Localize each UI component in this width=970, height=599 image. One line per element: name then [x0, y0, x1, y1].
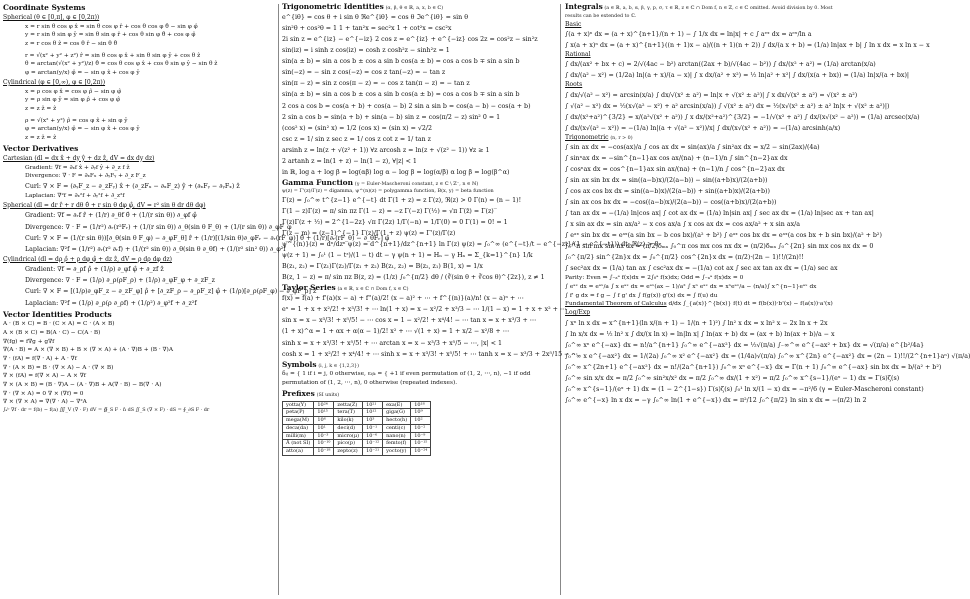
formula-line: ∫₀^∞ e^{−x} ln x dx = −γ ∫₀^∞ ln(1 + e^{−x}) dx = π²/12 ∫₀^{π/2} ln sin x dx = −(π/2) ln 2: [565, 396, 867, 404]
prefix-cell: 10²: [411, 417, 431, 425]
formula-line: ∫ xⁿ ln x dx = x^{n+1}(ln x/(n + 1) − 1/(n + 1)²) ∫ ln² x dx = x ln² x − 2x ln x + 2x: [565, 319, 828, 327]
prefix-row: [283, 440, 431, 448]
rational-heading: Rational: [565, 51, 591, 58]
prefix-cell: 10⁻³: [314, 432, 334, 440]
prefix-cell: 10¹⁸: [411, 401, 431, 409]
prefix-cell: 10⁻⁹: [411, 432, 431, 440]
formula-line: ∇(fg) = f∇g + g∇f: [3, 338, 55, 345]
formula-line: φ = arctan(y/x) φ̂ = − sin φ x̂ + cos φ ŷ: [25, 126, 140, 133]
trig-identities-note: (α, β, θ ∈ ℝ, a, x, b ∈ ℂ): [385, 6, 444, 11]
symbols-note: (i, j, k ∈ {1,2,3}): [318, 363, 359, 369]
prefix-cell: exa(E): [383, 401, 411, 409]
formula-line: csc z = 1/ sin z sec z = 1/ cos z cot z = 1/ tan z: [282, 135, 431, 143]
formula-line: sin(π − z) = sin z cos(π − z) = − cos z tan(π − z) = − tan z: [282, 80, 470, 88]
formula-line: Γ(z) = ∫₀^∞ t^{z−1} e^{−t} dt Γ(1 + z) = z Γ(z), ℜ(z) > 0 Γ(n) = (n − 1)!: [282, 196, 522, 204]
prefix-cell: 10⁻²¹: [363, 448, 383, 456]
spherical-coords-heading: Spherical (θ ∈ [0,π], φ ∈ [0,2π)): [3, 13, 100, 21]
formula-line: sin(−z) = − sin z cos(−z) = cos z tan(−z) = − tan z: [282, 69, 446, 77]
trig-integrals-heading: Trigonometric: [565, 133, 609, 141]
formula-line: sin(a ± b) = sin a cos b ± cos a sin b cos(a ± b) = cos a cos b ∓ sin a sin b: [282, 58, 520, 66]
formula-line: 2 sin a cos b = sin(a + b) + sin(a − b) sin z = cos(π/2 − z) sin² 0 = 1: [282, 113, 501, 121]
formula-line: ∫ sin ax sin bx dx = sin((a−b)x)/(2(a−b)) − sin((a+b)x)/(2(a+b)): [565, 177, 768, 185]
formula-line: y = ρ sin φ ŷ = sin φ ρ̂ + cos φ φ̂: [25, 97, 120, 104]
prefix-cell: nano(n): [383, 432, 411, 440]
prefixes-note: (SI units): [316, 393, 340, 399]
formula-line: sin x = x − x³/3! + x⁵/5! − ⋯ cos x = 1 − x²/2! + x⁴/4! − ⋯ tan x = x + x³/3 + ⋯: [282, 317, 537, 325]
formula-line: 2 artanh z = ln(1 + z) − ln(1 − z), ∀|z| < 1: [282, 157, 417, 165]
gamma-function-note: (γ = Euler-Mascheroni constant, z ∈ ℂ \ ℤ⁻, n ∈ ℕ): [354, 181, 479, 187]
formula-line: B(z, 1 − z) = π/ sin πz B(z, z) = (1/z) ∫₀^{π/2} dθ / (∛(sin θ + ∛cos θ)^{2z}), z ≠ 1: [282, 274, 545, 282]
formula-line: Divergence: ∇ · F = ∂ₓFₓ + ∂ᵧFᵧ + ∂_z F_z: [25, 173, 146, 180]
formula-line: ∫ sinⁿax dx = −sin^{n−1}ax cos ax/(na) + (n−1)/n ∫ sin^{n−2}ax dx: [565, 155, 788, 163]
formula-line: ∫ x(a + x)ⁿ dx = (a + x)^{n+1}((n + 1)x − a)/((n + 1)(n + 2)) ∫ dx/(a x + b) = (1/a) ln|ax + b| ∫ ln x dx = x ln x − x: [565, 41, 930, 49]
prefix-cell: 10⁻²⁴: [411, 448, 431, 456]
prefix-cell: tera(T): [334, 409, 363, 417]
formula-line: sin(a ± b) = sin a cos b ± cos a sin b cos(a ± b) = cos a cos b ∓ sin a sin b: [282, 91, 520, 99]
formula-line: Gradient: ∇f = ∂ᵣf r̂ + (1/r) ∂_θf θ̂ + (1/(r sin θ)) ∂_φf φ̂: [25, 212, 197, 220]
formula-line: eˣ = 1 + x + x²/2! + x³/3! + ⋯ ln(1 + x) = x − x²/2 + x³/3 − ⋯ 1/(1 − x) = 1 + x + x² + ⋯: [282, 306, 567, 314]
formula-line: 2i sin z = e^{iz} − e^{−iz} 2 cos z = e^{iz} + e^{−iz} cos 2z = cos²z − sin²z: [282, 36, 538, 44]
ftc-heading: Fundamental Theorem of Calculus: [565, 301, 667, 308]
prefix-cell: centi(c): [383, 424, 411, 432]
formula-line: θ = arctan(√(x² + y²)/z) θ̂ = cos θ cos φ x̂ + cos θ sin φ ŷ − sin θ ẑ: [25, 61, 218, 68]
prefix-cell: micro(μ): [334, 432, 363, 440]
prefix-cell: kilo(k): [334, 417, 363, 425]
formula-line: x = ρ cos φ x̂ = cos φ ρ̂ − sin φ φ̂: [25, 88, 122, 95]
prefix-row: [283, 424, 431, 432]
prefix-cell: 10⁶: [314, 417, 334, 425]
prefix-cell: 10⁻¹²: [363, 440, 383, 448]
formula-line: ∫ tan ax dx = −(1/a) ln|cos ax| ∫ cot ax dx = (1/a) ln|sin ax| ∫ sec ax dx = (1/a) ln|sec ax + tan ax|: [565, 210, 874, 218]
formula-line: ∫₀^{π/2} sin^{2n}x dx = ∫₀^{π/2} cos^{2n}x dx = (π/2)·(2n − 1)!!/(2n)!!: [565, 254, 804, 262]
prefix-cell: zepto(z): [334, 448, 363, 456]
formula-line: ∫ sin ax dx = −cos(ax)/a ∫ cos ax dx = sin(ax)/a ∫ sin²ax dx = x/2 − sin(2ax)/(4a): [565, 144, 820, 152]
formula-line: ∫ x sin ax dx = sin ax/a² − x cos ax/a ∫ x cos ax dx = cos ax/a² + x sin ax/a: [565, 221, 801, 229]
formula-line: ∫₀^∞ x^{s−1}/(eˣ + 1) dx = (1 − 2^{1−s}) Γ(s)ζ(s) ∫₀¹ ln x/(1 − x) dx = −π²/6 (γ = Euler-Mascheroni constant): [565, 385, 924, 393]
prefix-cell: 10²⁴: [314, 401, 334, 409]
prefix-row: [283, 448, 431, 456]
column-divider: [278, 4, 279, 595]
formula-line: ∫ dx/(x²+a²)^{3/2} = x/(a²√(x² + a²)) ∫ x dx/(x²+a²)^{3/2} = −1/√(x² + a²) ∫ dx/(x√(x² − a²)) = (1/a) arcsec(x/a): [565, 113, 920, 121]
coordinate-systems-title: Coordinate Systems: [3, 3, 86, 12]
prefix-cell: hecto(h): [383, 417, 411, 425]
prefix-cell: atto(a): [283, 448, 314, 456]
formula-line: sinh x = x + x³/3! + x⁵/5! + ⋯ arctan x = x − x³/3 + x⁵/5 − ⋯, |x| < 1: [282, 339, 502, 347]
formula-line: sin²θ + cos²θ = 1 1 + tan²x = sec²x 1 + cot²x = csc²x: [282, 25, 452, 33]
prefix-cell: 10⁻²: [411, 424, 431, 432]
formula-line: ∫ √(a² − x²) dx = ½(x√(a² − x²) + a² arcsin(x/a)) ∫ √(x² ± a²) dx = ½(x√(x² ± a²) ± a² ln|x + √(x² ± a²)|): [565, 102, 890, 110]
formula-line: ρ = √(x² + y²) ρ̂ = cos φ x̂ + sin φ ŷ: [25, 117, 128, 124]
cylindrical-coords-block: [3, 88, 275, 143]
prefix-cell: mega(M): [283, 417, 314, 425]
prefix-cell: 10⁻¹⁸: [314, 448, 334, 456]
symbols-title: Symbols: [282, 359, 317, 369]
roots-heading: Roots: [565, 81, 583, 89]
column-right: [565, 2, 970, 597]
basic-heading: Basic: [565, 20, 582, 28]
column-divider: [560, 4, 561, 595]
prefix-row: [283, 409, 431, 417]
formula-line: Parity: Even ⇒ ∫₋ₐᵃ f(x)dx = 2∫₀ᵃ f(x)dx; Odd ⇒ ∫₋ₐᵃ f(x)dx = 0: [565, 275, 744, 282]
prefix-cell: deci(d): [334, 424, 363, 432]
formula-line: ∇ · (A × B) = B · (∇ × A) − A · (∇ × B): [3, 364, 114, 371]
prefix-cell: 10³: [363, 417, 383, 425]
formula-line: ∫ dx/(ax² + bx + c) = 2/√(4ac − b²) arctan((2ax + b)/√(4ac − b²)) ∫ dx/(x² + a²) = (1/a) arctan(x/a): [565, 61, 876, 69]
formula-line: r = √(x² + y² + z²) r̂ = sin θ cos φ x̂ + sin θ sin φ ŷ + cos θ ẑ: [25, 52, 201, 59]
prefix-cell: peta(P): [283, 409, 314, 417]
cylindrical-coords-heading: Cylindrical (φ ∈ [0,∞), φ ∈ [0,2π)): [3, 78, 106, 86]
formula-line: ∫₀^∞ sin x/x dx = π/2 ∫₀^∞ sin²x/x² dx = π/2 ∫₀^∞ dx/(1 + x²) = π/2 ∫₀^∞ x^{s−1}/(eˣ − 1) dx = Γ(s)ζ(s): [565, 374, 900, 382]
vector-identities-title: Vector Identities Products: [3, 309, 112, 319]
formula-line: Curl: ∇ × F = [(1/ρ)∂_φF_z − ∂_zF_φ] ρ̂ + [∂_zF_ρ − ∂_ρF_z] φ̂ + (1/ρ)[∂_ρ(ρF_φ) − ∂_φF_ρ] ẑ: [25, 288, 317, 296]
formula-line: ∇ · (fA) = f(∇ · A) + A · ∇f: [3, 356, 77, 363]
formula-line: ∫ eᵃˣ sin bx dx = eᵃˣ(a sin bx − b cos bx)/(a² + b²) ∫ eᵃˣ cos bx dx = eᵃˣ(a cos bx + b sin bx)/(a² + b²): [565, 232, 882, 240]
formula-line: ∫ ln x/x dx = ½ ln² x ∫ dx/(x ln x) = ln|ln x| ∫ ln(ax + b) dx = (ax + b) ln(ax + b)/a − x: [565, 330, 835, 338]
prefix-cell: giga(G): [383, 409, 411, 417]
prefix-row: [283, 417, 431, 425]
formula-line: ∇ × (fA) = f(∇ × A) − A × ∇f: [3, 373, 86, 380]
formula-line: arsinh z = ln(z + √(z² + 1)) ∀z arcosh z = ln(z + √(z² − 1)) ∀z ≥ 1: [282, 146, 490, 154]
formula-line: ∫ f' g dx = f g − ∫ f g' dx ∫ f(g(x)) g'(x) dx = ∫ f(u) du: [565, 292, 718, 299]
formula-line: A · (B × C) = B · (C × A) = C · (A × B): [3, 321, 115, 328]
formula-line: (1 + x)^α = 1 + αx + α(α − 1)/2! x² + ⋯ √(1 + x) = 1 + x/2 − x²/8 + ⋯: [282, 328, 510, 336]
formula-line: Divergence: ∇ · F = (1/ρ) ∂_ρ(ρF_ρ) + (1/ρ) ∂_φF_φ + ∂_zF_z: [25, 277, 215, 285]
formula-line: Laplacian: ∇²f = (1/ρ) ∂_ρ(ρ ∂_ρf) + (1/ρ²) ∂_φ²f + ∂_z²f: [25, 299, 197, 307]
formula-line: z = z ẑ = ẑ: [25, 135, 57, 142]
formula-line: δᵢⱼ = { 1 if i = j, 0 otherwise, εᵢⱼₖ = { +1 if even permutation of (1, 2, ⋯, n), −1 if odd permutation of (1, 2, ⋯, n), 0 otherwise (repeated indexes).: [282, 370, 531, 386]
prefix-cell: 10⁻¹⁵: [411, 440, 431, 448]
formula-line: Γ(1 − z)Γ(z) = π/ sin πz Γ(1 − z) = −z Γ(−z) Γ(½) = √π Γ(z̄) = Γ(z)‾: [282, 207, 497, 215]
prefix-cell: 10⁻⁶: [363, 432, 383, 440]
formula-line: ∫ eᵃˣ dx = eᵃˣ/a ∫ x eᵃˣ dx = eᵃˣ(ax − 1)/a² ∫ xⁿ eᵃˣ dx = xⁿeᵃˣ/a − (n/a)∫ x^{n−1}eᵃˣ dx: [565, 284, 817, 291]
vector-derivatives-title: Vector Derivatives: [3, 143, 79, 153]
formula-line: ∇(A · B) = A × (∇ × B) + B × (∇ × A) + (A · ∇)B + (B · ∇)A: [3, 347, 174, 354]
formula-line: x = r sin θ cos φ x̂ = sin θ cos φ r̂ + cos θ cos φ θ̂ − sin φ φ̂: [25, 23, 198, 30]
formula-line: sin(iz) = i sinh z cos(iz) = cosh z cosh²z − sinh²z = 1: [282, 47, 450, 55]
ftc-formula: d/dx ∫_{a(x)}^{b(x)} f(t) dt = f(b(x))·b'(x) − f(a(x))·a'(x): [668, 301, 833, 308]
formula-line: ∫ dx/√(a² − x²) = arcsin(x/a) ∫ dx/√(x² ± a²) = ln|x + √(x² ± a²)| ∫ x dx/√(x² ± a²) = √(x² ± a²): [565, 91, 858, 99]
formula-line: ∫ sin ax cos bx dx = −cos((a−b)x)/(2(a−b)) − cos((a+b)x)/(2(a+b)): [565, 199, 777, 207]
prefix-row: [283, 401, 431, 409]
formula-line: y = r sin θ sin φ ŷ = sin θ sin φ r̂ + cos θ sin φ θ̂ + cos φ φ̂: [25, 32, 196, 39]
formula-line: ∇ × (A × B) = (B · ∇)A − (A · ∇)B + A(∇ · B) − B(∇ · A): [3, 382, 162, 389]
formula-line: Curl: ∇ × F = (1/(r sin θ))[∂_θ(sin θ F_φ) − ∂_φF_θ] r̂ + (1/r)[(1/sin θ)∂_φFᵣ − ∂ᵣ(rF_φ)] θ̂ + (1/r)[∂ᵣ(rF_θ) − ∂_θFᵣ] φ̂: [25, 234, 390, 242]
formula-line: ∫(a + x)ⁿ dx = (a + x)^{n+1}/(n + 1) − ∫ 1/x dx = ln|x| + c ∫ aᵉˣ dx = aᵉˣ/ln a: [565, 30, 812, 38]
formula-line: Curl: ∇ × F = (∂ᵧF_z − ∂_zFᵧ) x̂ + (∂_zFₓ − ∂ₓF_z) ŷ + (∂ₓFᵧ − ∂ᵧFₓ) ẑ: [25, 182, 240, 190]
prefix-cell: 10⁻¹: [363, 424, 383, 432]
prefix-cell: 10¹: [314, 424, 334, 432]
formula-line: e^{iθ} = cos θ + i sin θ ℜe^{iθ} = cos θ ℑe^{iθ} = sin θ: [282, 14, 468, 22]
formula-line: φ = arctan(y/x) φ̂ = − sin φ x̂ + cos φ ŷ: [25, 70, 140, 77]
formula-line: Laplacian: ∇²f = (1/r²) ∂ᵣ(r² ∂ᵣf) + (1/(r² sin θ)) ∂_θ(sin θ ∂_θf) + (1/(r² sin² θ)) ∂_φ²f: [25, 245, 286, 253]
formula-line: Divergence: ∇ · F = (1/r²) ∂ᵣ(r²Fᵣ) + (1/(r sin θ)) ∂_θ(sin θ F_θ) + (1/(r sin θ)) ∂_φF_φ: [25, 223, 292, 231]
formula-line: in ℝ, log a + log β = log(αβ) log α − log β = log(α/β) α log β = log(β^α): [282, 168, 510, 176]
gamma-function-title: Gamma Function: [282, 177, 353, 187]
cylindrical-derivatives-heading: Cylindrical (dl = dρ ρ̂ + ρ dφ φ̂ + dz ẑ, dV = ρ dρ dφ dz): [3, 255, 172, 263]
formula-line: Γ(z)Γ(z + ½) = 2^{1−2z} √π Γ(2z) 1/Γ(−n) = 1/Γ(0) = 0 Γ(1) = 0! = 1: [282, 218, 508, 226]
prefix-cell: zetta(Z): [334, 401, 363, 409]
formula-line: ∫₀^∞ x e^{−ax²} dx = 1/(2a) ∫₀^∞ x² e^{−ax²} dx = (1/4a)√(π/a) ∫₀^∞ x^{2n} e^{−ax²} dx = (2n − 1)!!/(2^{n+1}aⁿ) √(π/a): [565, 352, 970, 360]
formula-line: Laplacian: ∇²f = ∂ₓ²f + ∂ᵧ²f + ∂_z²f: [25, 192, 125, 199]
formula-line: Γ(z − m) = (z−1)^{−1} Γ(z)/Γ(1 + z) ψ(z) = Γ'(z)/Γ(z): [282, 229, 456, 237]
formula-line: (cos² x) = (sin² x) = 1/2 (cos x) = (sin x) = √2/2: [282, 124, 433, 132]
prefix-cell: Å (not SI): [283, 440, 314, 448]
formula-line: A × (B × C) = B(A · C) − C(A · B): [3, 329, 101, 336]
prefix-cell: 10¹⁵: [314, 409, 334, 417]
formula-line: z = z ẑ = ẑ: [25, 106, 57, 113]
prefix-row: [283, 432, 431, 440]
formula-line: z = r cos θ ẑ = cos θ r̂ − sin θ θ̂: [25, 41, 118, 48]
formula-line: ∫ dx/(a² − x²) = (1/2a) ln|(a + x)/(a − x)| ∫ x dx/(a² + x²) = ½ ln|a² + x²| ∫ dx/(x(a + bx)) = (1/a) ln|x/(a + bx)|: [565, 72, 910, 80]
prefix-cell: 10⁹: [411, 409, 431, 417]
formula-line: cosh x = 1 + x²/2! + x⁴/4! + ⋯ sinh x = x + x³/3! + x⁵/5! + ⋯ tanh x = x − x³/3 + 2x⁵/15 − ⋯: [282, 350, 578, 358]
formula-line: ∫₀^∞ xⁿ e^{−ax} dx = n!/a^{n+1} ∫₀^∞ e^{−ax²} dx = ½√(π/a) ∫₋∞^∞ e^{−ax² + bx} dx = √(π/a) e^{b²/4a}: [565, 341, 925, 349]
formula-line: ∫₀^π sin mx sin nx dx = (π/2)δₘₙ ∫₀^π cos mx cos nx dx = (π/2)δₘₙ ∫₀^{2π} sin mx cos nx dx = 0: [565, 243, 874, 251]
spherical-coords-block: [3, 23, 275, 78]
spherical-derivatives-heading: Spherical (dl = dr r̂ + r dθ θ̂ + r sin θ dφ φ̂, dV = r² sin θ dr dθ dφ): [3, 201, 206, 209]
formula-line: 2 cos a cos b = cos(a + b) + cos(a − b) 2 sin a sin b = cos(a − b) − cos(a + b): [282, 102, 531, 110]
formula-line: ∇ × (∇ × A) = ∇(∇ · A) − ∇²A: [3, 399, 87, 406]
formula-line: f(x) = f(a) + f'(a)(x − a) + f''(a)/2! (x − a)² + ⋯ + f^{(n)}(a)/n! (x − a)ⁿ + ⋯: [282, 295, 524, 303]
formula-line: ∫ cos ax cos bx dx = sin((a−b)x)/(2(a−b)) + sin((a+b)x)/(2(a+b)): [565, 188, 770, 196]
prefix-cell: femto(f): [383, 440, 411, 448]
formula-line: ψ(z + 1) = ∫₀¹ (1 − tᶻ)/(1 − t) dt − γ ψ(n + 1) = Hₙ − γ Hₙ = Σ_{k=1}^{n} 1/k: [282, 252, 533, 260]
prefix-cell: pico(p): [334, 440, 363, 448]
formula-line: Gradient: ∇f = ∂_ρf ρ̂ + (1/ρ) ∂_φf φ̂ + ∂_zf ẑ: [25, 266, 164, 274]
prefix-cell: yocto(y): [383, 448, 411, 456]
formula-line: ∫ₐᵇ ∇f · dr = f(b) − f(a) ∭_V (∇ · F) dV = ∯_S F · n̂ dS ∬_S (∇ × F) · dS = ∮_∂S F · dr: [3, 407, 210, 414]
formula-line: ∫₀^∞ x^{2n+1} e^{−ax²} dx = n!/(2a^{n+1}) ∫₀^∞ xⁿ e^{−x} dx = Γ(n + 1) ∫₀^∞ e^{−ax} sin bx dx = b/(a² + b²): [565, 363, 942, 371]
prefixes-title: Prefixes: [282, 389, 315, 399]
formula-line: B(z₁, z₂) = Γ(z₁)Γ(z₂)/Γ(z₁ + z₂) B(z₁, z₂) = B(z₂, z₁) B(1, x) = 1/x: [282, 263, 483, 271]
prefix-cell: 10¹²: [363, 409, 383, 417]
log-exp-heading: Log/Exp: [565, 309, 591, 317]
prefix-cell: deca(da): [283, 424, 314, 432]
formula-line: Gradient: ∇f = ∂ₓf x̂ + ∂ᵧf ŷ + ∂_z f ẑ: [25, 164, 130, 171]
integrals-title: Integrals: [565, 2, 603, 11]
trig-integrals-note: (n, r > 0): [610, 135, 633, 141]
formula-line: ∫ dx/(x√(a² − x²)) = −(1/a) ln|(a + √(a² − x²))/x| ∫ dx/(x√(x² + a²)) = −(1/a) arcsinh(a/x): [565, 124, 841, 132]
formula-line: ∫ sec²ax dx = (1/a) tan ax ∫ csc²ax dx = −(1/a) cot ax ∫ sec ax tan ax dx = (1/a) sec ax: [565, 265, 838, 273]
prefix-cell: yotta(Y): [283, 401, 314, 409]
prefix-cell: 10²¹: [363, 401, 383, 409]
prefixes-table: [282, 401, 431, 456]
gamma-subnote: ψ(z) = Γ'(z)/Γ(z) = digamma, ψ^(n)(z) = polygamma function, B(x, y) = beta function: [282, 187, 494, 194]
formula-line: ∫ cosⁿax dx = cos^{n−1}ax sin ax/(na) + (n−1)/n ∫ cos^{n−2}ax dx: [565, 166, 785, 174]
prefix-cell: 10⁻¹⁰: [314, 440, 334, 448]
prefix-cell: milli(m): [283, 432, 314, 440]
trig-identities-title: Trigonometric Identities: [282, 2, 384, 11]
cartesian-heading: Cartesian (dl = dx x̂ + dy ŷ + dz ẑ, dV = dx dy dz): [3, 154, 155, 162]
integrals-note: (a ∈ ℝ, a, b, α, β, γ, p, σ, τ ∈ ℝ, z ∈ ℂ ∩ Dom f, n ∈ ℤ, c ∈ ℂ omitted. Avoid division by 0. Most results can be extended to ℂ.: [565, 6, 833, 19]
taylor-series-title: Taylor Series: [282, 283, 336, 293]
formula-line: ∇ · (∇ × A) = 0 ∇ × (∇f) = 0: [3, 390, 84, 397]
formula-line: ψ^{(n)}(z) = dⁿ/dzⁿ ψ(z) = d^{n+1}/dz^{n+1} ln Γ(z) ψ(z) = ∫₀^∞ (e^{−t}/t − e^{−zt}/(1 − e^{−t})) dt, ℜ(z) > 0: [282, 241, 659, 248]
taylor-series-note: (a ∈ ℝ, x ∈ ℂ ∩ Dom f, x ∈ ℂ): [337, 287, 409, 293]
